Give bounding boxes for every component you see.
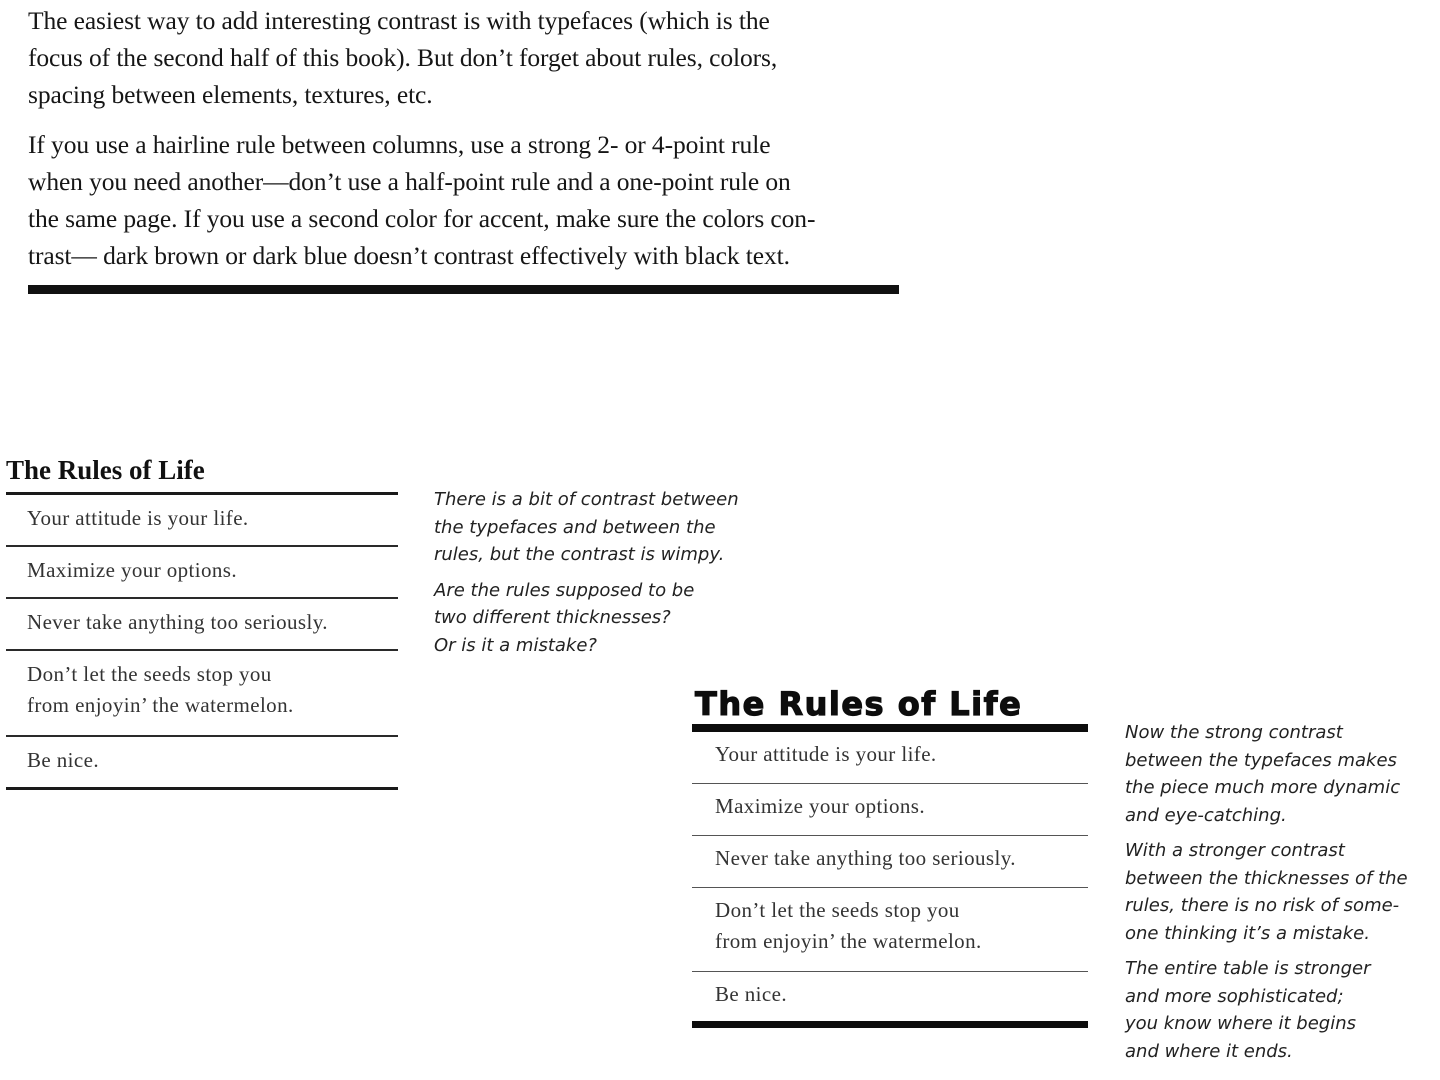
caption-line: The entire table is stronger: [1125, 958, 1371, 979]
table-row: [692, 732, 1088, 783]
caption-paragraph: [434, 577, 739, 660]
caption-line: and where it ends.: [1125, 1040, 1293, 1062]
table-row: [692, 888, 1088, 971]
caption-line: There is a bit of contrast between: [434, 489, 739, 510]
row-text: Maximize your options.: [715, 794, 926, 818]
caption-line: between the typefaces makes: [1125, 749, 1397, 771]
table-row: [6, 651, 398, 735]
row-text: Be nice.: [715, 982, 788, 1006]
intro-paragraph-2: [28, 126, 908, 274]
caption-line: and more sophisticated;: [1125, 985, 1344, 1007]
caption-line: Now the strong contrast: [1125, 722, 1343, 743]
table-row: [6, 599, 398, 649]
caption-line: the typefaces and between the: [434, 516, 716, 538]
row-text: Be nice.: [27, 748, 100, 772]
section-divider-rule: [28, 285, 899, 294]
weak-contrast-table: [6, 452, 398, 790]
row-text: from enjoyin’ the watermelon.: [27, 693, 294, 717]
caption-line: two different thicknesses?: [434, 607, 671, 628]
row-text: Maximize your options.: [27, 558, 238, 582]
strong-contrast-table: [692, 682, 1088, 1028]
caption-line: Are the rules supposed to be: [434, 579, 695, 601]
caption-line: and eye-catching.: [1125, 804, 1287, 826]
table-row: [692, 784, 1088, 835]
closing-rule: [6, 787, 398, 790]
table-title: The Rules of Life: [6, 455, 205, 485]
caption-line: between the thicknesses of the: [1125, 867, 1408, 889]
intro-text: [28, 2, 908, 287]
caption-line: you know where it begins: [1125, 1013, 1356, 1034]
table-row: [692, 836, 1088, 887]
intro-paragraph-1: [28, 2, 908, 113]
text-line: when you need another—don’t use a half-point rule and a one-point rule on: [28, 167, 791, 196]
text-line: If you use a hairline rule between columns, use a strong 2- or 4-point rule: [28, 130, 771, 159]
row-text: Don’t let the seeds stop you: [27, 662, 272, 686]
caption-line: Or is it a mistake?: [434, 634, 597, 656]
caption-line: rules, but the contrast is wimpy.: [434, 544, 725, 565]
text-line: spacing between elements, textures, etc.: [28, 80, 433, 109]
caption-line: rules, there is no risk of some-: [1125, 895, 1400, 916]
table-row: [6, 737, 398, 787]
table-row: [692, 972, 1088, 1021]
caption-paragraph: [434, 486, 739, 569]
weak-example-caption: [434, 486, 739, 667]
closing-rule: [692, 1021, 1088, 1028]
row-text: Your attitude is your life.: [27, 506, 249, 530]
caption-paragraph: [1125, 955, 1408, 1065]
table-row: [6, 547, 398, 597]
row-text: Never take anything too seriously.: [27, 610, 328, 634]
caption-line: With a stronger contrast: [1125, 840, 1345, 861]
table-title: The Rules of Life: [695, 685, 1023, 723]
caption-line: the piece much more dynamic: [1125, 777, 1401, 798]
row-text: Don’t let the seeds stop you: [715, 898, 960, 922]
row-text: from enjoyin’ the watermelon.: [715, 929, 982, 953]
text-line: focus of the second half of this book). But don’t forget about rules, colors,: [28, 43, 778, 72]
row-text: Never take anything too seriously.: [715, 846, 1016, 870]
strong-example-caption: [1125, 719, 1408, 1073]
row-text: Your attitude is your life.: [715, 742, 937, 766]
table-row: [6, 495, 398, 545]
caption-paragraph: [1125, 837, 1408, 947]
text-line: The easiest way to add interesting contrast is with typefaces (which is the: [28, 6, 770, 35]
caption-line: one thinking it’s a mistake.: [1125, 922, 1370, 944]
text-line: the same page. If you use a second color for accent, make sure the colors con-: [28, 204, 816, 233]
text-line: trast— dark brown or dark blue doesn’t contrast effectively with black text.: [28, 241, 790, 270]
caption-paragraph: [1125, 719, 1408, 829]
